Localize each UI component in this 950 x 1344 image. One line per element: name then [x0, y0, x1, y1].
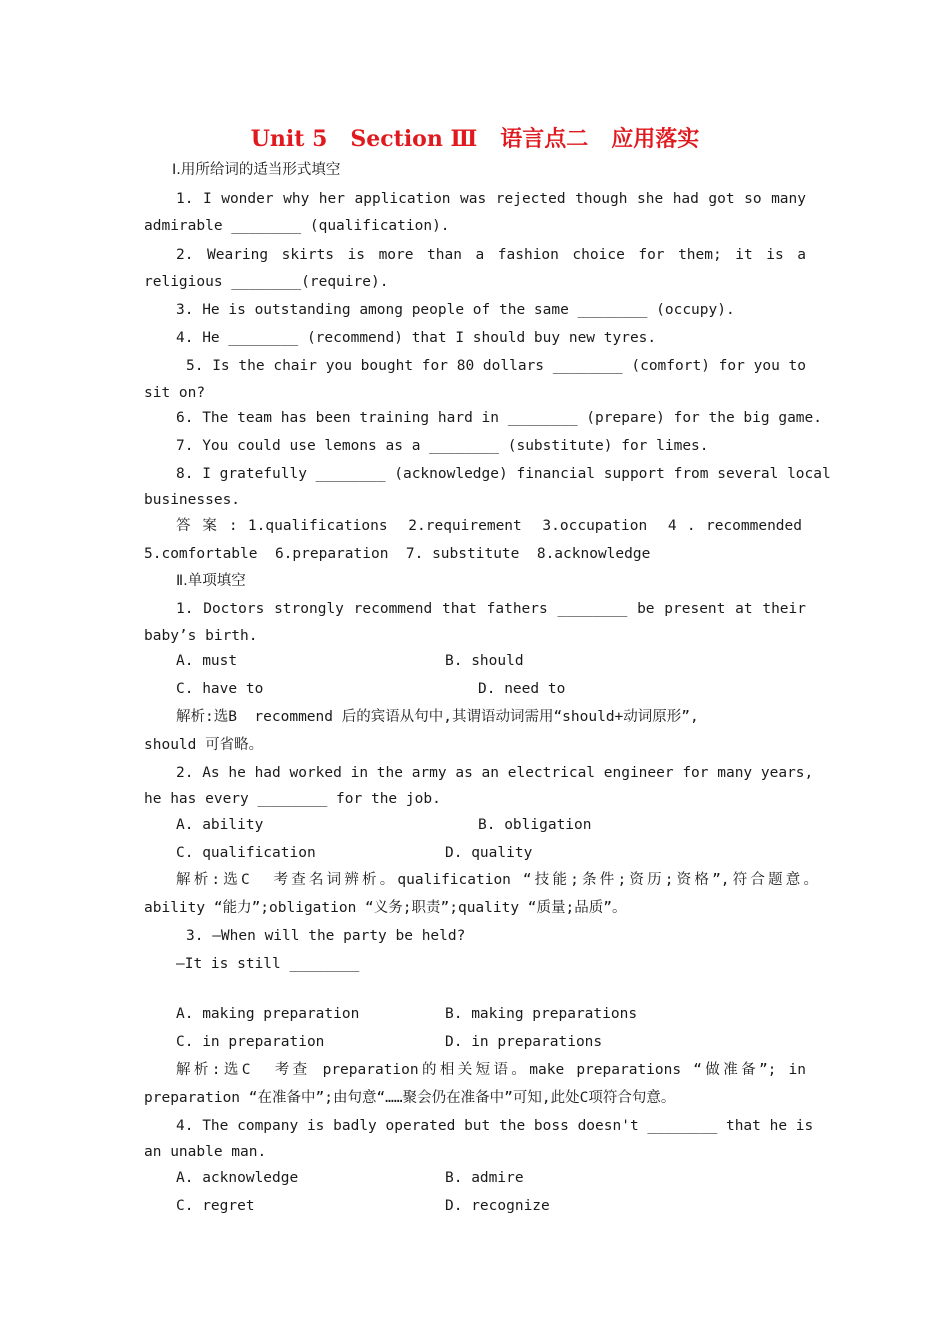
mc-2-stem-line-1: 2. As he had worked in the army as an electrical engineer for many years, — [176, 765, 814, 781]
question-1-line-2: admirable ________ (qualification). — [144, 218, 450, 234]
mc-1-option-a: A. must — [176, 653, 238, 669]
mc-4-option-a: A. acknowledge — [176, 1170, 299, 1186]
question-2-line-1: 2. Wearing skirts is more than a fashion choice for them; it is a — [176, 247, 806, 263]
question-3: 3. He is outstanding among people of the same ________ (occupy). — [176, 302, 735, 318]
mc-2-analysis-line-2: ability “能力”;obligation “义务;职责”;quality “质量;品质”。 — [144, 900, 627, 916]
mc-1-option-b: B. should — [445, 653, 524, 669]
question-1-line-1: 1. I wonder why her application was rejected though she had got so many — [176, 191, 806, 207]
mc-2-stem-line-2: he has every ________ for the job. — [144, 791, 441, 807]
mc-1-option-d: D. need to — [478, 681, 566, 697]
mc-3-analysis-line-2: preparation “在准备中”;由句意“……聚会仍在准备中”可知,此处C项符合句意。 — [144, 1090, 676, 1106]
mc-2-option-c: C. qualification — [176, 845, 316, 861]
mc-2-option-d: D. quality — [445, 845, 533, 861]
question-7: 7. You could use lemons as a ________ (substitute) for limes. — [176, 438, 709, 454]
answer-key-line-1: 答 案 : 1.qualifications 2.requirement 3.occupation 4 . recommended — [176, 518, 802, 534]
answer-key-line-2: 5.comfortable 6.preparation 7. substitute 8.acknowledge — [144, 546, 651, 562]
mc-1-stem-line-2: baby’s birth. — [144, 628, 258, 644]
mc-2-option-b: B. obligation — [478, 817, 592, 833]
question-4: 4. He ________ (recommend) that I should buy new tyres. — [176, 330, 657, 346]
mc-1-option-c: C. have to — [176, 681, 264, 697]
mc-3-stem-line-2: —It is still ________ — [176, 956, 360, 972]
section-heading-1: Ⅰ.用所给词的适当形式填空 — [172, 162, 341, 178]
question-8-line-2: businesses. — [144, 492, 241, 508]
mc-3-stem-line-1: 3. —When will the party be held? — [186, 928, 466, 944]
mc-2-analysis-line-1: 解析:选C 考查名词辨析。qualification “技能;条件;资历;资格”,符合题意。 — [176, 872, 818, 888]
question-8-line-1: 8. I gratefully ________ (acknowledge) financial support from several local — [176, 466, 831, 482]
mc-4-stem-line-1: 4. The company is badly operated but the boss doesn't ________ that he is — [176, 1118, 814, 1134]
page-title: Unit 5 Section Ⅲ 语言点二 应用落实 — [250, 126, 700, 152]
question-2-line-2: religious ________(require). — [144, 274, 389, 290]
mc-4-option-c: C. regret — [176, 1198, 255, 1214]
mc-4-option-d: D. recognize — [445, 1198, 550, 1214]
mc-3-option-a: A. making preparation — [176, 1006, 360, 1022]
mc-1-analysis-line-2: should 可省略。 — [144, 737, 264, 753]
mc-4-option-b: B. admire — [445, 1170, 524, 1186]
question-5-line-2: sit on? — [144, 385, 206, 401]
mc-1-stem-line-1: 1. Doctors strongly recommend that fathers ________ be present at their — [176, 601, 806, 617]
question-5-line-1: 5. Is the chair you bought for 80 dollars ________ (comfort) for you to — [186, 358, 806, 374]
section-heading-2: Ⅱ.单项填空 — [176, 573, 246, 589]
mc-4-stem-line-2: an unable man. — [144, 1144, 267, 1160]
question-6: 6. The team has been training hard in ________ (prepare) for the big game. — [176, 410, 823, 426]
mc-3-analysis-line-1: 解析:选C 考查 preparation的相关短语。make preparations “做准备”; in — [176, 1062, 806, 1078]
mc-2-option-a: A. ability — [176, 817, 264, 833]
mc-3-option-d: D. in preparations — [445, 1034, 603, 1050]
mc-3-option-c: C. in preparation — [176, 1034, 325, 1050]
mc-1-analysis-line-1: 解析:选B recommend 后的宾语从句中,其谓语动词需用“should+动词原形”, — [176, 709, 699, 725]
mc-3-option-b: B. making preparations — [445, 1006, 638, 1022]
